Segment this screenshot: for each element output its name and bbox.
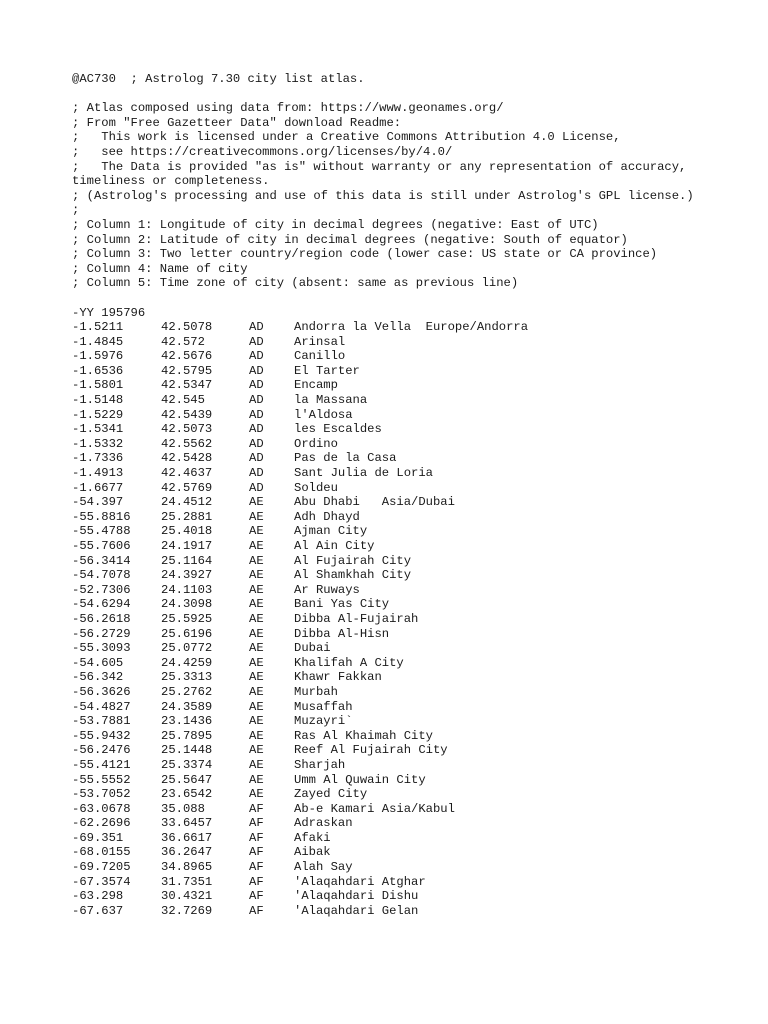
comment-line: ; Atlas composed using data from: https://www.geonames.org/: [72, 101, 504, 116]
country-code-cell: AE: [249, 509, 264, 524]
country-code-cell: AE: [249, 553, 264, 568]
latitude-cell: 42.5562: [161, 436, 213, 451]
longitude-cell: -1.5211: [72, 320, 124, 335]
country-code-cell: AD: [249, 436, 264, 451]
city-name-cell: Bani Yas City: [294, 597, 390, 612]
city-row: [72, 845, 712, 860]
country-code-cell: AD: [249, 349, 264, 364]
country-code-cell: AD: [249, 393, 264, 408]
city-row: [72, 889, 712, 904]
city-row: [72, 451, 712, 466]
country-code-cell: AD: [249, 363, 264, 378]
country-code-cell: AD: [249, 407, 264, 422]
latitude-cell: 35.088: [161, 801, 205, 816]
city-row: [72, 466, 712, 481]
city-row: [72, 378, 712, 393]
latitude-cell: 34.8965: [161, 860, 213, 875]
city-name-cell: Dibba Al-Fujairah: [294, 611, 419, 626]
latitude-cell: 42.5676: [161, 349, 213, 364]
country-code-cell: AF: [249, 903, 264, 918]
longitude-cell: -53.7052: [72, 787, 131, 802]
comment-line: ; The Data is provided "as is" without warranty or any representation of accuracy, timeliness or completeness.: [72, 159, 694, 189]
comment-line: ; Column 3: Two letter country/region code (lower case: US state or CA province): [72, 247, 658, 262]
longitude-cell: -1.5801: [72, 378, 124, 393]
city-name-cell: Ar Ruways: [294, 582, 360, 597]
city-row: [72, 656, 712, 671]
longitude-cell: -1.4913: [72, 466, 124, 481]
longitude-cell: -56.342: [72, 670, 124, 685]
city-row: [72, 875, 712, 890]
city-name-cell: Muzayri`: [294, 714, 353, 729]
city-row: [72, 714, 712, 729]
country-code-cell: AF: [249, 889, 264, 904]
latitude-cell: 42.5769: [161, 480, 213, 495]
latitude-cell: 25.2762: [161, 684, 213, 699]
latitude-cell: 42.5073: [161, 422, 213, 437]
atlas-header-line: @AC730 ; Astrolog 7.30 city list atlas.: [72, 72, 365, 86]
latitude-cell: 42.4637: [161, 466, 213, 481]
city-row: [72, 597, 712, 612]
city-row: [72, 904, 712, 919]
city-row: [72, 729, 712, 744]
city-name-cell: Zayed City: [294, 787, 368, 802]
blank-line: [72, 87, 712, 102]
country-code-cell: AE: [249, 524, 264, 539]
city-name-cell: Pas de la Casa: [294, 451, 397, 466]
latitude-cell: 25.2881: [161, 509, 213, 524]
country-code-cell: AE: [249, 670, 264, 685]
longitude-cell: -67.637: [72, 903, 124, 918]
city-name-cell: Encamp: [294, 378, 338, 393]
comment-line: ; Column 5: Time zone of city (absent: same as previous line): [72, 276, 519, 291]
city-name-cell: Ras Al Khaimah City: [294, 728, 433, 743]
country-code-cell: AE: [249, 714, 264, 729]
latitude-cell: 42.5428: [161, 451, 213, 466]
longitude-cell: -56.2729: [72, 626, 131, 641]
latitude-cell: 25.5647: [161, 772, 213, 787]
city-name-cell: l'Aldosa: [294, 407, 353, 422]
latitude-cell: 24.3589: [161, 699, 213, 714]
city-name-cell: Soldeu: [294, 480, 338, 495]
city-name-cell: Reef Al Fujairah City: [294, 743, 448, 758]
latitude-cell: 42.572: [161, 334, 205, 349]
longitude-cell: -52.7306: [72, 582, 131, 597]
latitude-cell: 33.6457: [161, 816, 213, 831]
city-name-cell: Aibak: [294, 845, 331, 860]
longitude-cell: -1.7336: [72, 451, 124, 466]
city-name-cell: Dubai: [294, 641, 331, 656]
city-row: [72, 831, 712, 846]
country-code-cell: AE: [249, 539, 264, 553]
city-name-cell: Abu Dhabi Asia/Dubai: [294, 495, 455, 510]
latitude-cell: 31.7351: [161, 874, 213, 889]
city-name-cell: Alah Say: [294, 860, 353, 875]
city-row: [72, 685, 712, 700]
latitude-cell: 36.2647: [161, 845, 213, 860]
city-name-cell: Musaffah: [294, 699, 353, 714]
comment-line: ; Column 4: Name of city: [72, 261, 248, 276]
comment-line: ; From "Free Gazetteer Data" download Readme:: [72, 115, 402, 130]
city-name-cell: Khawr Fakkan: [294, 670, 382, 685]
country-code-cell: AE: [249, 787, 264, 802]
city-name-cell: 'Alaqahdari Atghar: [294, 874, 426, 889]
country-code-cell: AD: [249, 480, 264, 495]
city-name-cell: Ordino: [294, 436, 338, 451]
city-row: [72, 481, 712, 496]
longitude-cell: -54.397: [72, 495, 124, 510]
latitude-cell: 42.5078: [161, 320, 213, 335]
city-row: [72, 816, 712, 831]
longitude-cell: -1.5976: [72, 349, 124, 364]
city-name-cell: les Escaldes: [294, 422, 382, 437]
country-code-cell: AF: [249, 874, 264, 889]
country-code-cell: AE: [249, 568, 264, 583]
city-row: [72, 364, 712, 379]
country-code-cell: AE: [249, 684, 264, 699]
comment-line: ; (Astrolog's processing and use of this data is still under Astrolog's GPL license.): [72, 188, 694, 203]
country-code-cell: AE: [249, 728, 264, 743]
latitude-cell: 30.4321: [161, 889, 213, 904]
longitude-cell: -1.6677: [72, 480, 124, 495]
longitude-cell: -55.3093: [72, 641, 131, 656]
city-row: [72, 743, 712, 758]
latitude-cell: 24.1917: [161, 539, 213, 553]
country-code-cell: AD: [249, 320, 264, 335]
country-code-cell: AE: [249, 495, 264, 510]
city-name-cell: Ab-e Kamari Asia/Kabul: [294, 801, 455, 816]
latitude-cell: 23.1436: [161, 714, 213, 729]
latitude-cell: 36.6617: [161, 830, 213, 845]
city-row: [72, 627, 712, 642]
city-name-cell: Al Fujairah City: [294, 553, 412, 568]
longitude-cell: -54.605: [72, 655, 124, 670]
longitude-cell: -55.8816: [72, 509, 131, 524]
city-row: [72, 437, 712, 452]
latitude-cell: 25.6196: [161, 626, 213, 641]
city-name-cell: 'Alaqahdari Dishu: [294, 889, 419, 904]
city-row: [72, 349, 712, 364]
atlas-document: [72, 72, 712, 918]
comment-line: ; see https://creativecommons.org/licenses/by/4.0/: [72, 144, 453, 159]
city-row: [72, 320, 712, 335]
longitude-cell: -1.5332: [72, 436, 124, 451]
country-code-cell: AD: [249, 378, 264, 393]
city-name-cell: Afaki: [294, 830, 331, 845]
country-code-cell: AE: [249, 626, 264, 641]
longitude-cell: -55.5552: [72, 772, 131, 787]
longitude-cell: -1.4845: [72, 334, 124, 349]
country-code-cell: AE: [249, 655, 264, 670]
comment-line: ; Column 1: Longitude of city in decimal degrees (negative: East of UTC): [72, 217, 599, 232]
country-code-cell: AE: [249, 597, 264, 612]
city-name-cell: 'Alaqahdari Gelan: [294, 903, 419, 918]
city-row: [72, 612, 712, 627]
longitude-cell: -1.6536: [72, 363, 124, 378]
city-row: [72, 641, 712, 656]
longitude-cell: -54.7078: [72, 568, 131, 583]
country-code-cell: AF: [249, 830, 264, 845]
longitude-cell: -62.2696: [72, 816, 131, 831]
latitude-cell: 24.1103: [161, 582, 213, 597]
country-code-cell: AE: [249, 611, 264, 626]
blank-line: [72, 291, 712, 306]
city-row: [72, 583, 712, 598]
longitude-cell: -69.7205: [72, 860, 131, 875]
longitude-cell: -1.5148: [72, 393, 124, 408]
country-code-cell: AF: [249, 816, 264, 831]
city-name-cell: Al Ain City: [294, 539, 375, 553]
latitude-cell: 25.7895: [161, 728, 213, 743]
latitude-cell: 23.6542: [161, 787, 213, 802]
country-code-cell: AE: [249, 743, 264, 758]
country-code-cell: AE: [249, 757, 264, 772]
city-row: [72, 758, 712, 773]
comment-line: ; Column 2: Latitude of city in decimal degrees (negative: South of equator): [72, 232, 628, 247]
longitude-cell: -55.9432: [72, 728, 131, 743]
city-row: [72, 510, 712, 525]
latitude-cell: 25.1164: [161, 553, 213, 568]
country-code-cell: AE: [249, 641, 264, 656]
city-row: [72, 422, 712, 437]
latitude-cell: 25.5925: [161, 611, 213, 626]
latitude-cell: 24.3927: [161, 568, 213, 583]
comment-block: [72, 101, 712, 291]
country-code-cell: AD: [249, 466, 264, 481]
city-row: [72, 408, 712, 423]
latitude-cell: 24.4259: [161, 655, 213, 670]
city-name-cell: Sant Julia de Loria: [294, 466, 433, 481]
city-row: [72, 670, 712, 685]
latitude-cell: 25.3374: [161, 757, 213, 772]
country-code-cell: AD: [249, 334, 264, 349]
city-name-cell: Adraskan: [294, 816, 353, 831]
latitude-cell: 42.5439: [161, 407, 213, 422]
latitude-cell: 25.0772: [161, 641, 213, 656]
longitude-cell: -63.0678: [72, 801, 131, 816]
latitude-cell: 32.7269: [161, 903, 213, 918]
city-name-cell: Umm Al Quwain City: [294, 772, 426, 787]
country-code-cell: AF: [249, 845, 264, 860]
city-row: [72, 524, 712, 539]
longitude-cell: -69.351: [72, 830, 124, 845]
city-name-cell: Andorra la Vella Europe/Andorra: [294, 320, 529, 335]
longitude-cell: -54.6294: [72, 597, 131, 612]
city-name-cell: la Massana: [294, 393, 368, 408]
longitude-cell: -56.2618: [72, 611, 131, 626]
city-name-cell: Canillo: [294, 349, 346, 364]
city-row: [72, 335, 712, 350]
city-name-cell: Dibba Al-Hisn: [294, 626, 390, 641]
country-code-cell: AD: [249, 422, 264, 437]
city-row: [72, 495, 712, 510]
longitude-cell: -55.4121: [72, 757, 131, 772]
city-row: [72, 787, 712, 802]
country-code-cell: AD: [249, 451, 264, 466]
city-name-cell: Arinsal: [294, 334, 346, 349]
comment-line: ;: [72, 203, 80, 218]
city-row: [72, 860, 712, 875]
longitude-cell: -1.5341: [72, 422, 124, 437]
city-name-cell: Khalifah A City: [294, 655, 404, 670]
latitude-cell: 24.3098: [161, 597, 213, 612]
city-row: [72, 393, 712, 408]
city-row: [72, 700, 712, 715]
longitude-cell: -67.3574: [72, 874, 131, 889]
longitude-cell: -56.2476: [72, 743, 131, 758]
country-code-cell: AF: [249, 801, 264, 816]
city-name-cell: Sharjah: [294, 757, 346, 772]
city-name-cell: Al Shamkhah City: [294, 568, 412, 583]
city-row: [72, 773, 712, 788]
latitude-cell: 25.1448: [161, 743, 213, 758]
longitude-cell: -68.0155: [72, 845, 131, 860]
city-table: [72, 320, 712, 918]
latitude-cell: 25.3313: [161, 670, 213, 685]
longitude-cell: -55.4788: [72, 524, 131, 539]
record-count-line: -YY 195796: [72, 305, 146, 320]
longitude-cell: -56.3626: [72, 684, 131, 699]
city-row: [72, 539, 712, 554]
city-row: [72, 568, 712, 583]
latitude-cell: 42.5795: [161, 363, 213, 378]
country-code-cell: AF: [249, 860, 264, 875]
country-code-cell: AE: [249, 582, 264, 597]
city-name-cell: Murbah: [294, 684, 338, 699]
longitude-cell: -54.4827: [72, 699, 131, 714]
comment-line: ; This work is licensed under a Creative Commons Attribution 4.0 License,: [72, 130, 621, 145]
latitude-cell: 24.4512: [161, 495, 213, 510]
longitude-cell: -56.3414: [72, 553, 131, 568]
latitude-cell: 42.545: [161, 393, 205, 408]
longitude-cell: -63.298: [72, 889, 124, 904]
latitude-cell: 42.5347: [161, 378, 213, 393]
country-code-cell: AE: [249, 772, 264, 787]
city-name-cell: Adh Dhayd: [294, 509, 360, 524]
city-name-cell: Ajman City: [294, 524, 368, 539]
country-code-cell: AE: [249, 699, 264, 714]
longitude-cell: -55.7606: [72, 539, 131, 553]
city-name-cell: El Tarter: [294, 363, 360, 378]
longitude-cell: -53.7881: [72, 714, 131, 729]
city-row: [72, 802, 712, 817]
city-row: [72, 554, 712, 569]
latitude-cell: 25.4018: [161, 524, 213, 539]
longitude-cell: -1.5229: [72, 407, 124, 422]
